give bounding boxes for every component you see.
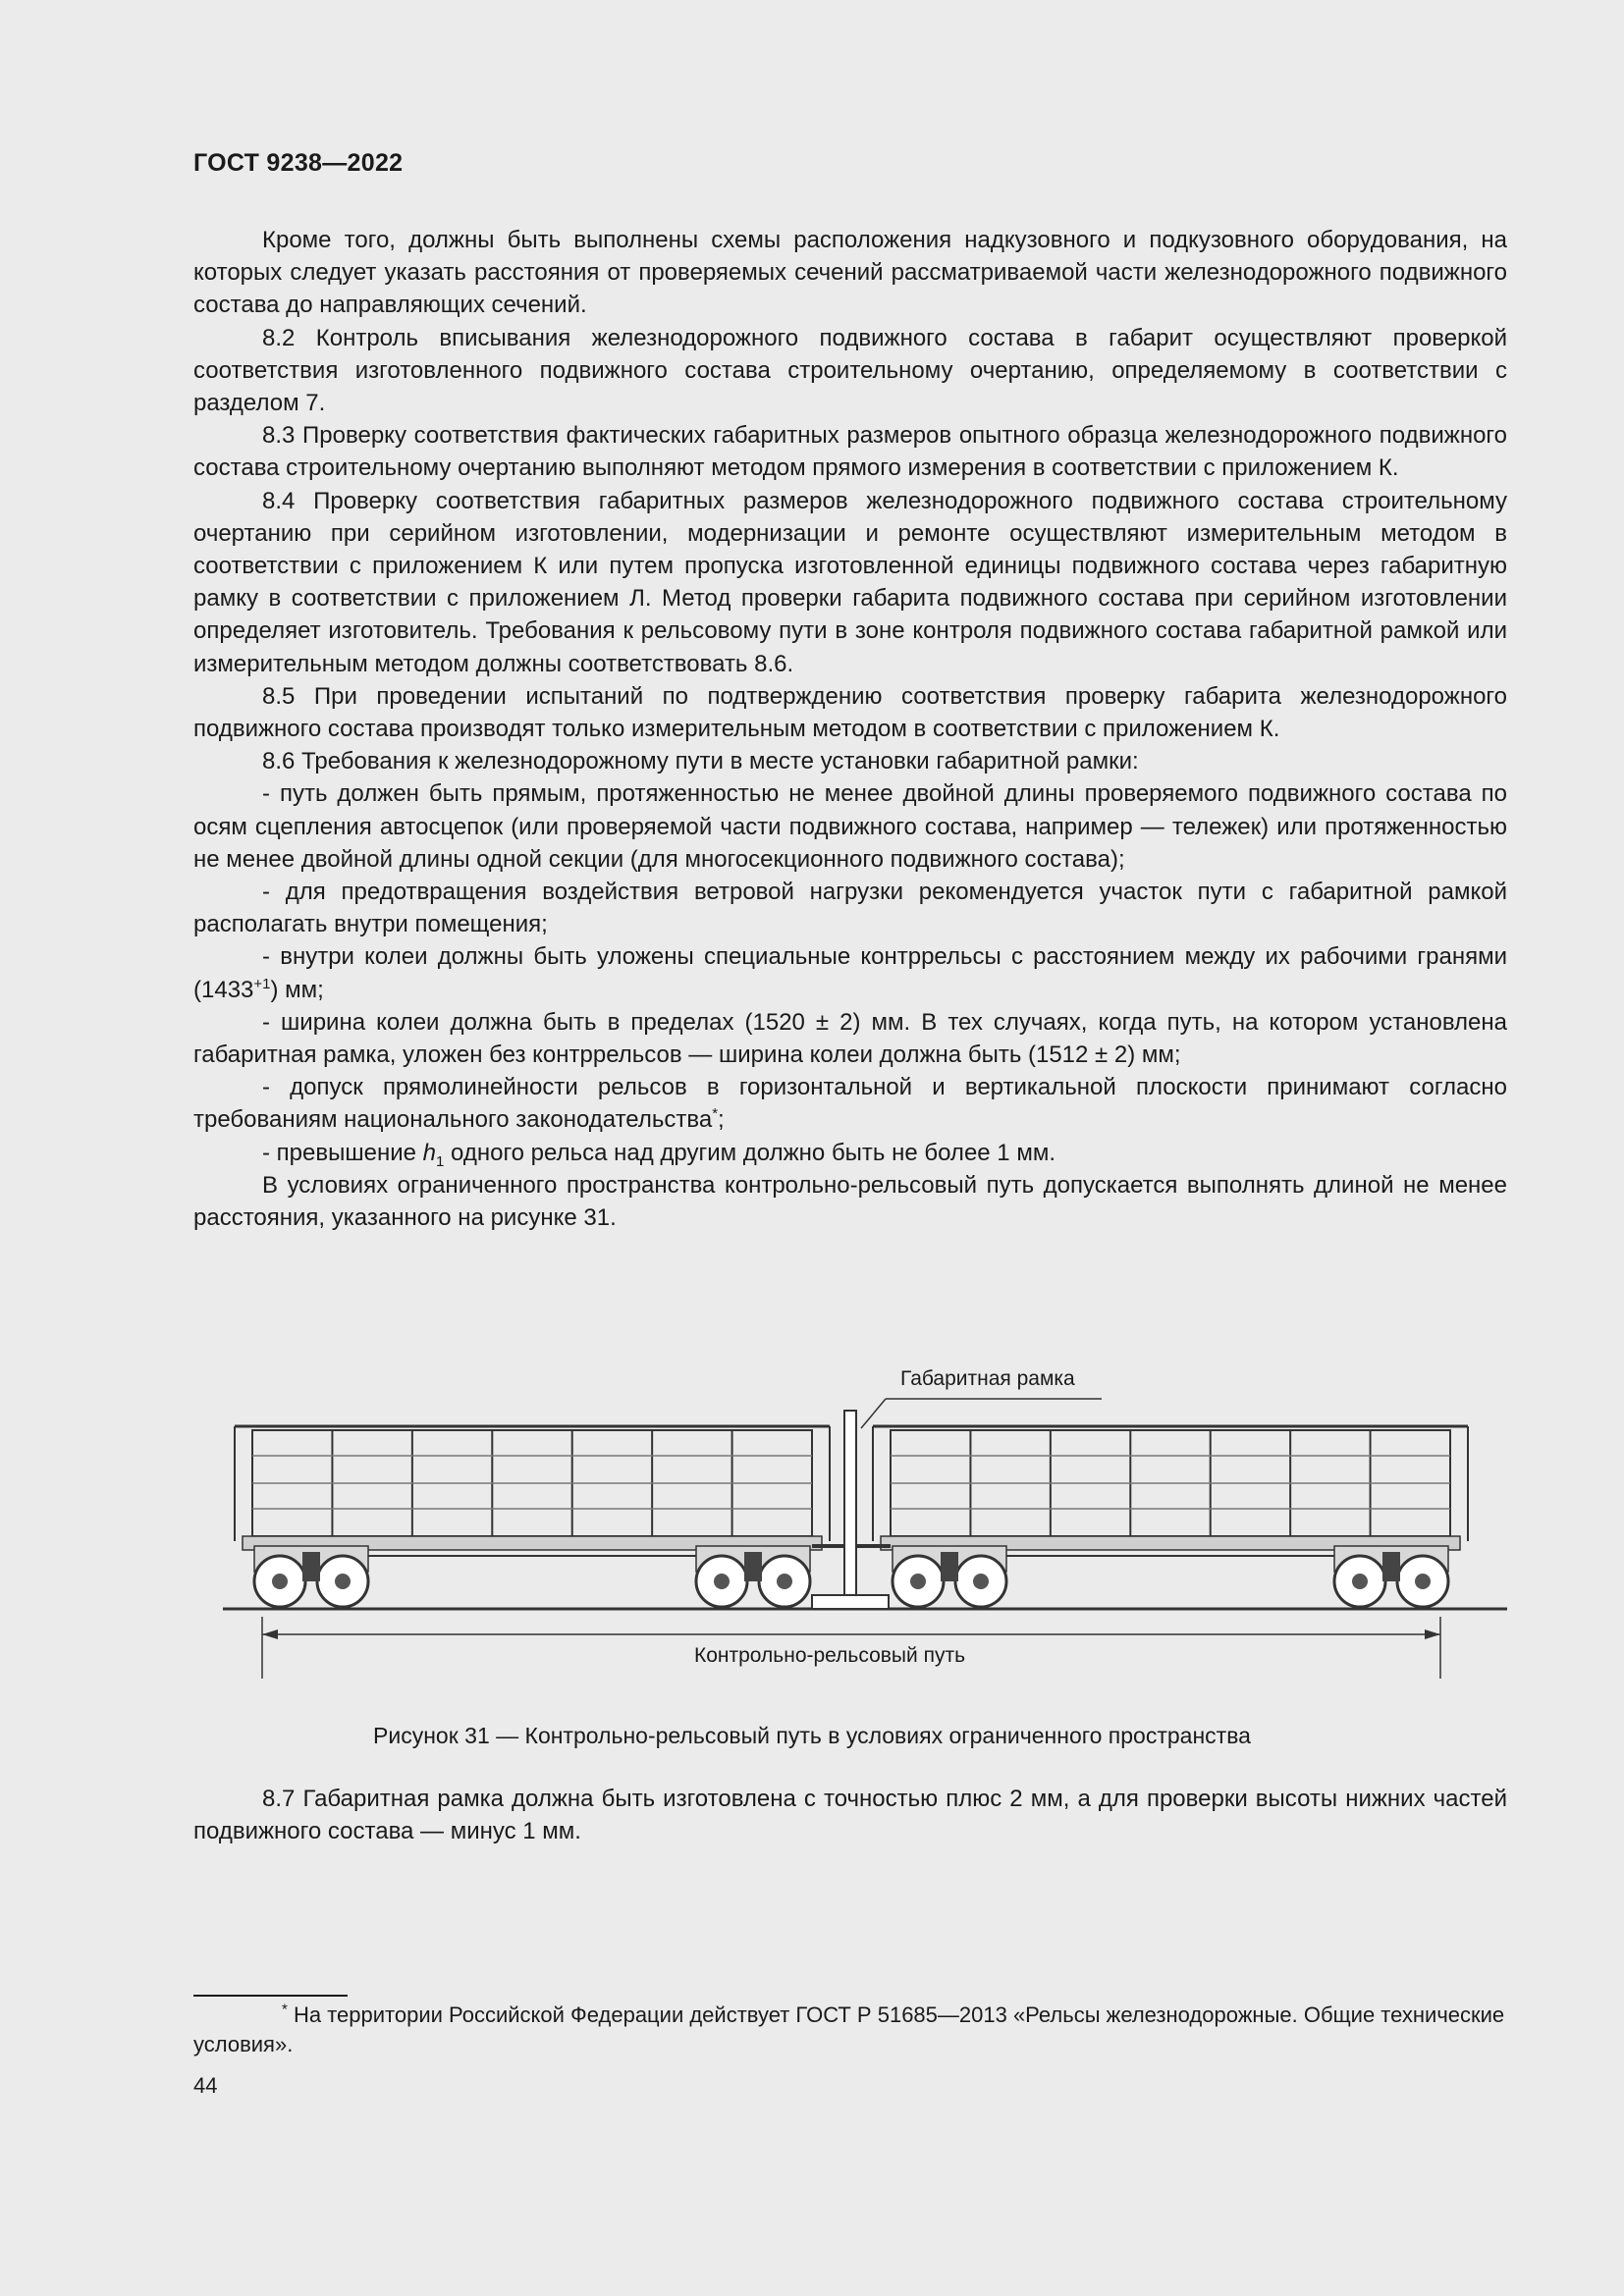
text-segment: ; — [718, 1106, 725, 1134]
footnote-text: На территории Российской Федерации действует ГОСТ Р 51685—2013 «Рельсы железнодорожные. Общие технические условия». — [193, 2002, 1505, 2056]
paragraph-8-5: 8.5 При проведении испытаний по подтверждению соответствия проверку габарита железнодорожного подвижного состава производят только измерительным методом в соответствии с приложением К. — [193, 682, 1507, 743]
dimension-arrow — [1425, 1629, 1440, 1639]
paragraph: Кроме того, должны быть выполнены схемы расположения надкузовного и подкузовного оборудования, на которых следует указать расстояния от проверяемых сечений рассматриваемой части железнодорожного подвижного состава до направляющих сечений. — [193, 227, 1507, 319]
subscript: 1 — [436, 1152, 445, 1170]
text-segment: - превышение — [262, 1139, 423, 1166]
wagon-right-spring — [941, 1552, 958, 1581]
list-item-straightness — [193, 1071, 1507, 1136]
list-item-wind: - для предотвращения воздействия ветровой нагрузки рекомендуется участок пути с габаритной рамкой располагать внутри помещения; — [193, 879, 1507, 938]
footnote-separator — [193, 1995, 348, 1997]
variable-h: h — [422, 1139, 436, 1166]
list-item-guard-rails — [193, 940, 1507, 1005]
text-segment: - допуск прямолинейности рельсов в горизонтальной и вертикальной плоскости принимают согласно требованиям национального законодательства — [193, 1074, 1507, 1134]
footnote-mark: * — [712, 1105, 719, 1123]
wagon-left-spring — [744, 1552, 762, 1581]
paragraph-8-3: 8.3 Проверку соответствия фактических габаритных размеров опытного образца железнодорожного подвижного состава строительному очертанию выполняют методом прямого измерения в соответствии с приложением К. — [193, 422, 1507, 482]
dimension-arrow — [262, 1629, 278, 1639]
wagon-left-axle — [777, 1574, 792, 1589]
wagons-drawing — [193, 1360, 1507, 1693]
wagon-left-axle — [335, 1574, 351, 1589]
tolerance-superscript: +1 — [253, 975, 271, 992]
label-control-track: Контрольно-рельсовый путь — [694, 1644, 966, 1667]
wagon-right-axle — [1352, 1574, 1368, 1589]
text-segment: одного рельса над другим должно быть не более 1 мм. — [444, 1139, 1056, 1166]
document-header: ГОСТ 9238—2022 — [193, 149, 404, 177]
text-segment: ) мм; — [270, 976, 324, 1003]
paragraph-limited-space: В условиях ограниченного пространства контрольно-рельсовый путь допускается выполнять длиной не менее расстояния, указанного на рисунке 31. — [193, 1171, 1507, 1232]
paragraph-8-7: 8.7 Габаритная рамка должна быть изготовлена с точностью плюс 2 мм, а для проверки высоты нижних частей подвижного состава — минус 1 мм. — [193, 1786, 1507, 1845]
footnote — [193, 2001, 1507, 2059]
gauge-frame-post — [844, 1411, 856, 1597]
wagon-right-axle — [910, 1574, 926, 1589]
paragraph-8-4: 8.4 Проверку соответствия габаритных размеров железнодорожного подвижного состава строительному очертанию при серийном изготовлении, модернизации и ремонте осуществляют измерительным методом в соответствии с приложением К или путем пропуска изготовленной единицы подвижного состава через габаритную рамку в соответствии с приложением Л. Метод проверки габарита подвижного состава при серийном изготовлении определяет изготовитель. Требования к рельсовому пути в зоне контроля подвижного состава габаритной рамкой или измерительным методом должны соответствовать 8.6. — [193, 487, 1507, 677]
wagon-left-axle — [272, 1574, 288, 1589]
footnote-mark: * — [282, 2001, 288, 2018]
wagon-right-axle — [1415, 1574, 1431, 1589]
wagon-right-spring — [1382, 1552, 1400, 1581]
list-item-gauge-width: - ширина колеи должна быть в пределах (1520 ± 2) мм. В тех случаях, когда путь, на котором установлена габаритная рамка, уложен без контррельсов — ширина колеи должна быть (1512 ± 2) мм; — [193, 1008, 1507, 1069]
paragraph-8-6: 8.6 Требования к железнодорожному пути в месте установки габаритной рамки: — [262, 748, 1139, 775]
paragraph-8-7-block — [193, 1783, 1507, 1847]
leader-line — [861, 1399, 886, 1428]
wagon-left-axle — [714, 1574, 730, 1589]
label-gauge-frame: Габаритная рамка — [900, 1367, 1075, 1390]
main-text — [193, 224, 1507, 1234]
wagon-left-spring — [302, 1552, 320, 1581]
text-segment: - внутри колеи должны быть уложены специальные контррельсы с расстоянием между их рабочими гранями (1433 — [193, 943, 1507, 1003]
page-number: 44 — [193, 2073, 218, 2098]
gauge-frame-base — [812, 1595, 889, 1609]
list-item-excess — [193, 1137, 1507, 1169]
wagon-right-axle — [973, 1574, 989, 1589]
figure-31 — [193, 1360, 1507, 1693]
list-item-straight-track: - путь должен быть прямым, протяженностью не менее двойной длины проверяемого подвижного состава по осям сцепления автосцепок (или проверяемой части подвижного состава, например — тележек) или протяженностью не менее двойной длины одной секции (для многосекционного подвижного состава); — [193, 780, 1507, 873]
paragraph-8-2: 8.2 Контроль вписывания железнодорожного подвижного состава в габарит осуществляют проверкой соответствия изготовленного подвижного состава строительному очертанию, определяемому в соответствии с разделом 7. — [193, 324, 1507, 417]
figure-caption: Рисунок 31 — Контрольно-рельсовый путь в условиях ограниченного пространства — [373, 1723, 1251, 1748]
